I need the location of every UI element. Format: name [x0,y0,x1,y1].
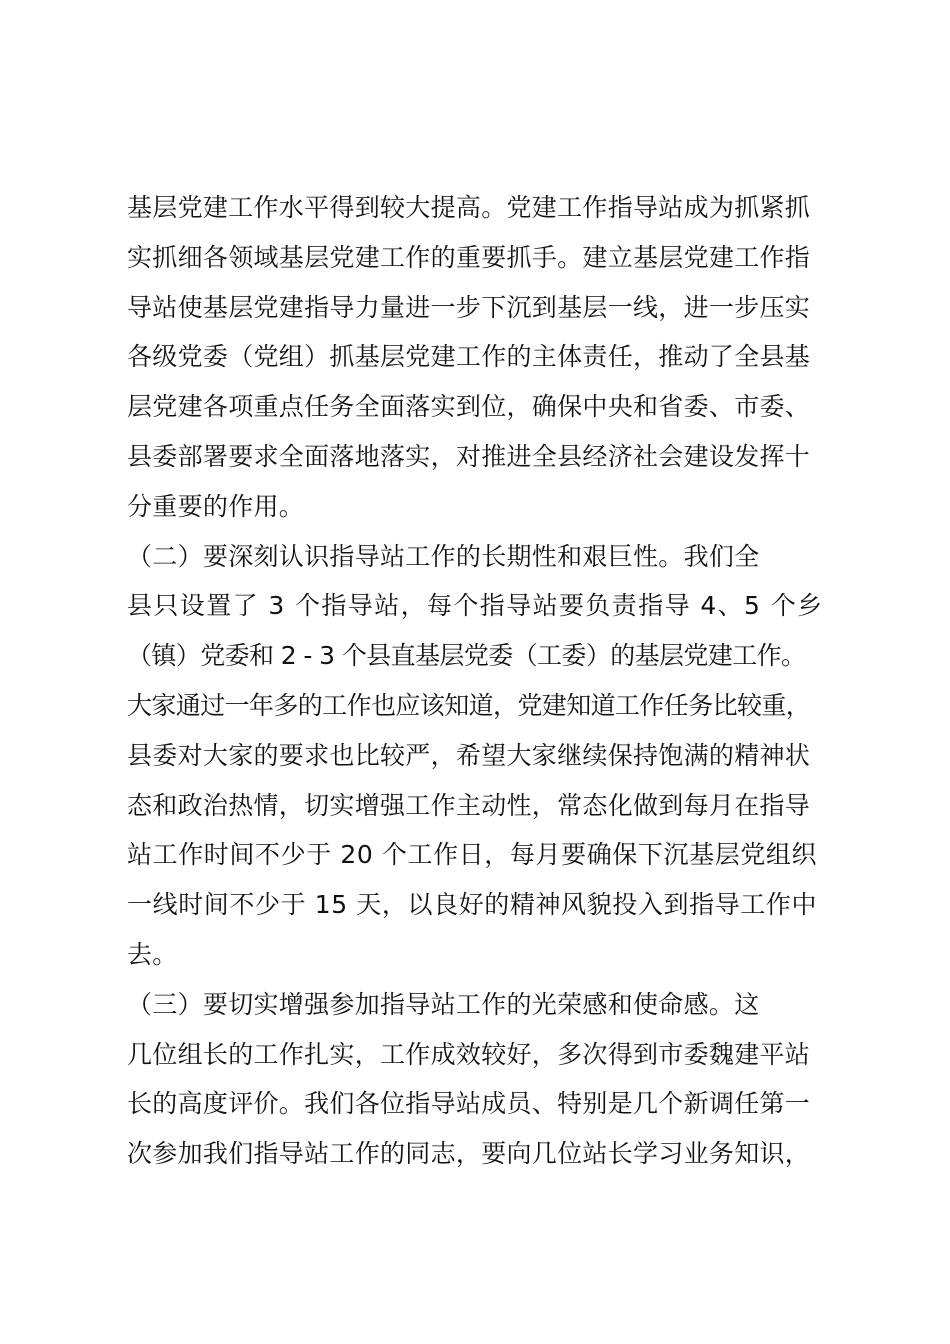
text-line: 去。 [127,939,178,969]
text-line: 几位组长的工作扎实，工作成效较好，多次得到市委魏建平站 [127,1039,811,1069]
text-line: （镇）党委和 2 - 3 个县直基层党委（工委）的基层党建工作。 [127,641,806,671]
text-line: 站工作时间不少于 20 个工作日，每月要确保下沉基层党组织 [127,840,818,870]
text-line: 基层党建工作水平得到较大提高。党建工作指导站成为抓紧抓 [127,193,811,222]
text-line: 实抓细各领域基层党建工作的重要抓手。建立基层党建工作指 [127,242,811,272]
text-line: 态和政治热情，切实增强工作主动性，常态化做到每月在指导 [127,790,811,820]
text-line: （二）要深刻认识指导站工作的长期性和艰巨性。我们全 [127,541,760,571]
text-line: 县委部署要求全面落地落实，对推进全县经济社会建设发挥十 [127,441,811,471]
text-line: 导站使基层党建指导力量进一步下沉到基层一线，进一步压实 [127,292,811,322]
text-line: 县委对大家的要求也比较严，希望大家继续保持饱满的精神状 [127,740,811,770]
text-line: 大家通过一年多的工作也应该知道，党建知道工作任务比较重， [127,690,811,720]
body-text [127,183,867,1179]
text-line: 层党建各项重点任务全面落实到位，确保中央和省委、市委、 [127,392,811,422]
text-line: 长的高度评价。我们各位指导站成员、特别是几个新调任第一 [127,1089,811,1119]
text-line: 各级党委（党组）抓基层党建工作的主体责任，推动了全县基 [127,342,811,372]
text-line: （三）要切实增强参加指导站工作的光荣感和使命感。这 [127,989,760,1019]
text-line: 一线时间不少于 15 天，以良好的精神风貌投入到指导工作中 [127,890,818,920]
text-line: 次参加我们指导站工作的同志，要向几位站长学习业务知识， [127,1139,811,1169]
text-line: 分重要的作用。 [127,491,305,521]
text-line: 县只设置了 3 个指导站，每个指导站要负责指导 4、5 个乡 [127,591,824,621]
